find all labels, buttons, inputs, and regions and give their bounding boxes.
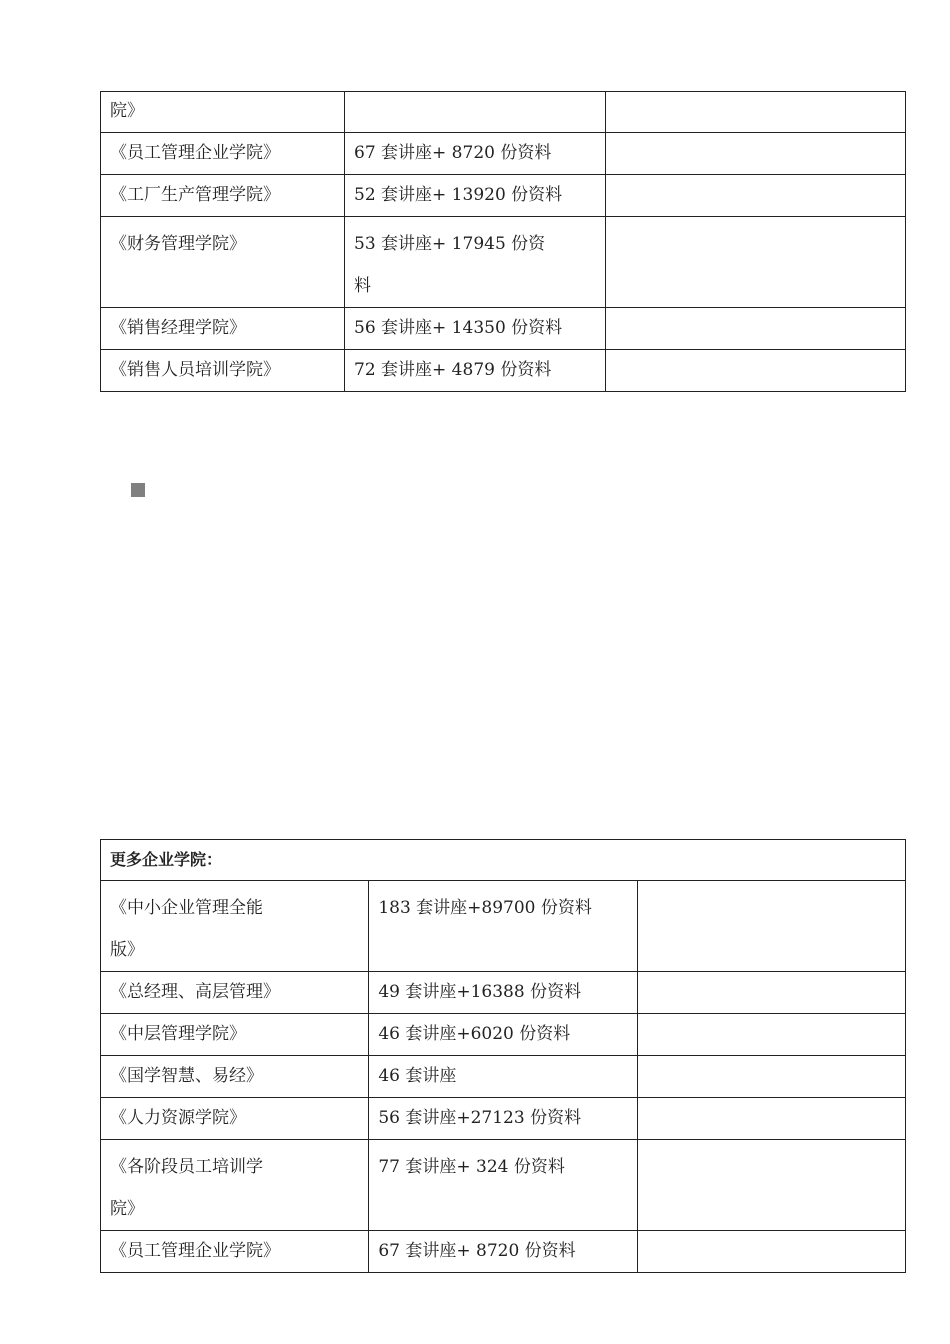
table-row (101, 350, 906, 392)
table-row (101, 1231, 906, 1273)
row-extra (637, 972, 905, 1014)
row-name: 《各阶段员工培训学 院》 (101, 1140, 369, 1231)
row-extra (606, 350, 906, 392)
row-content: 67 套讲座+ 8720 份资料 (369, 1231, 637, 1273)
row-name: 《中层管理学院》 (101, 1014, 369, 1056)
row-content: 49 套讲座+16388 份资料 (369, 972, 637, 1014)
row-extra (606, 92, 906, 133)
row-name: 《销售经理学院》 (101, 308, 345, 350)
row-content: 56 套讲座+27123 份资料 (369, 1098, 637, 1140)
table-header: 更多企业学院： (101, 840, 906, 881)
table-row (101, 1140, 906, 1231)
table-row (101, 175, 906, 217)
row-extra (637, 1140, 905, 1231)
row-extra (637, 881, 905, 972)
row-content: 67 套讲座+ 8720 份资料 (345, 133, 606, 175)
row-content: 53 套讲座+ 17945 份资 料 (345, 217, 606, 308)
table-row (101, 133, 906, 175)
table-row (101, 308, 906, 350)
row-name: 《财务管理学院》 (101, 217, 345, 308)
row-extra (637, 1098, 905, 1140)
row-content: 72 套讲座+ 4879 份资料 (345, 350, 606, 392)
table-row (101, 1014, 906, 1056)
row-extra (606, 175, 906, 217)
table-row (101, 92, 906, 133)
table-row (101, 1056, 906, 1098)
row-extra (606, 133, 906, 175)
row-name: 《员工管理企业学院》 (101, 1231, 369, 1273)
row-content: 46 套讲座 (369, 1056, 637, 1098)
row-extra (606, 308, 906, 350)
row-content (345, 92, 606, 133)
row-content: 52 套讲座+ 13920 份资料 (345, 175, 606, 217)
table-row (101, 1098, 906, 1140)
row-name: 《员工管理企业学院》 (101, 133, 345, 175)
row-extra (637, 1231, 905, 1273)
row-name: 《人力资源学院》 (101, 1098, 369, 1140)
row-name: 院》 (101, 92, 345, 133)
more-academies-table (100, 839, 906, 1273)
row-content: 56 套讲座+ 14350 份资料 (345, 308, 606, 350)
row-content: 183 套讲座+89700 份资料 (369, 881, 637, 972)
row-extra (637, 1014, 905, 1056)
top-course-table (100, 91, 906, 392)
row-name: 《中小企业管理全能 版》 (101, 881, 369, 972)
row-name: 《销售人员培训学院》 (101, 350, 345, 392)
row-extra (606, 217, 906, 308)
table-row (101, 217, 906, 308)
row-content: 77 套讲座+ 324 份资料 (369, 1140, 637, 1231)
row-name: 《总经理、高层管理》 (101, 972, 369, 1014)
square-bullet-icon (131, 483, 145, 497)
table-row (101, 972, 906, 1014)
row-name: 《国学智慧、易经》 (101, 1056, 369, 1098)
table-row (101, 881, 906, 972)
row-extra (637, 1056, 905, 1098)
row-name: 《工厂生产管理学院》 (101, 175, 345, 217)
row-content: 46 套讲座+6020 份资料 (369, 1014, 637, 1056)
table-header-row (101, 840, 906, 881)
